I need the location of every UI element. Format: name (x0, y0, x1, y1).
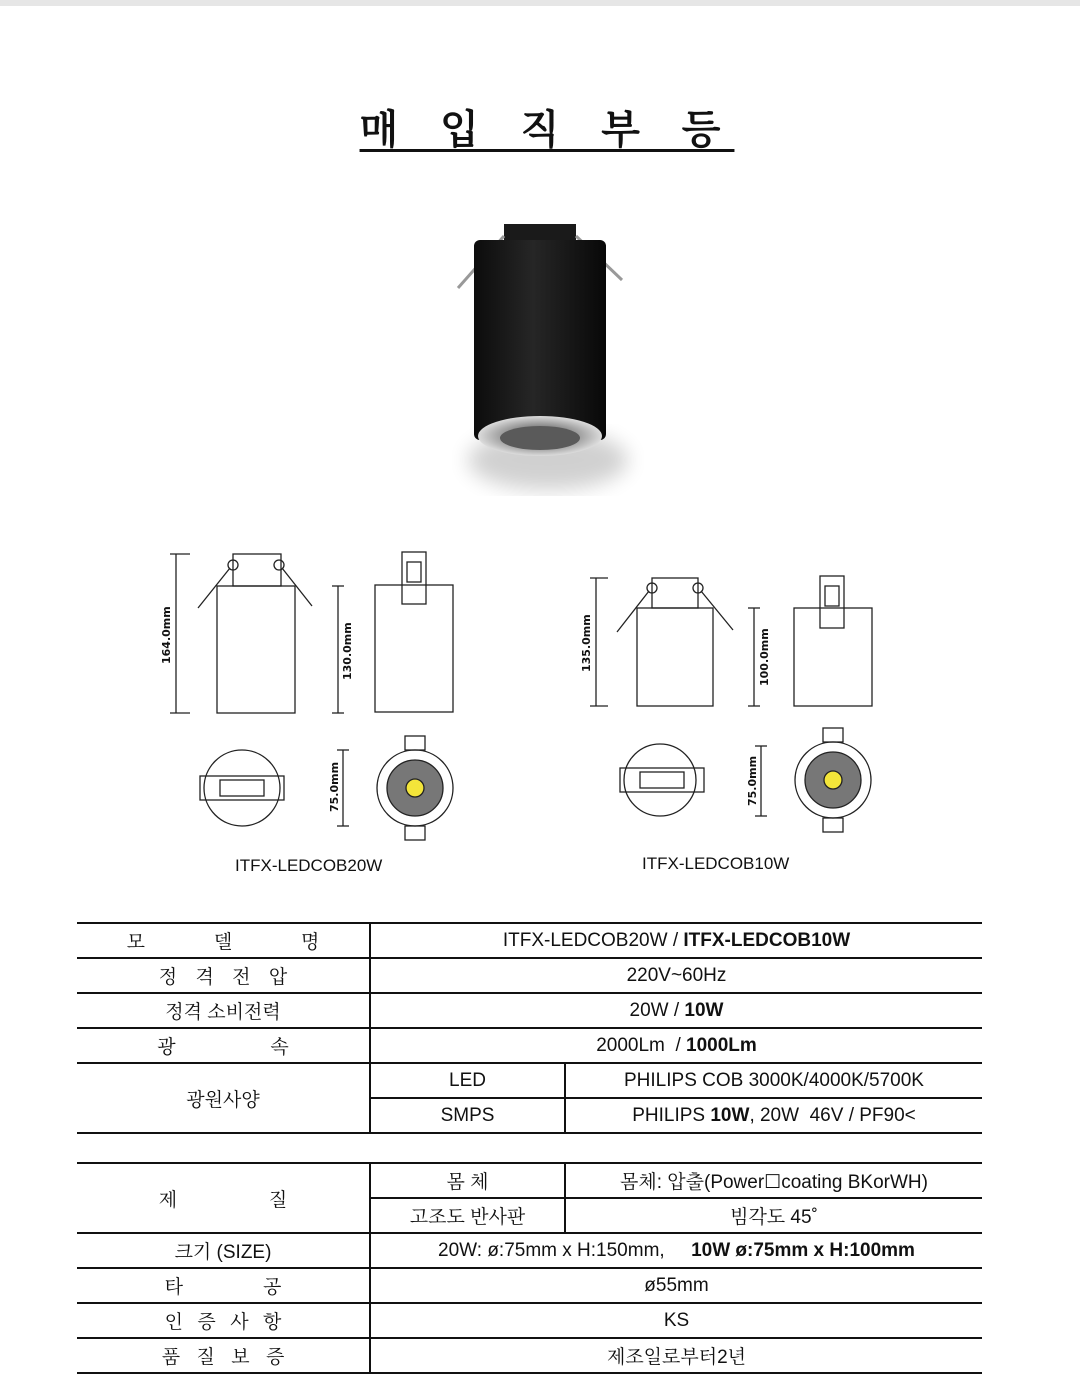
row-warranty (77, 1338, 982, 1373)
row-voltage (77, 958, 982, 993)
model-label-right: ITFX-LEDCOB10W (642, 854, 790, 873)
row-size (77, 1233, 982, 1268)
value-reflector: 빔각도 45˚ (565, 1198, 982, 1233)
right-front-view (590, 578, 760, 706)
spec-table-physical (77, 1162, 982, 1374)
label-source: 광원사양 (77, 1063, 370, 1133)
label-body: 몸 체 (370, 1163, 565, 1198)
product-photo (430, 210, 650, 510)
row-hole (77, 1268, 982, 1303)
left-top-view (200, 750, 284, 826)
row-cert (77, 1303, 982, 1338)
top-bar (0, 0, 1080, 6)
row-power (77, 993, 982, 1028)
label-reflector: 고조도 반사판 (370, 1198, 565, 1233)
label-warranty: 품 질 보 증 (161, 1347, 285, 1368)
dim-left-total: 164.0mm (160, 606, 173, 664)
value-power: 20W / 10W (370, 993, 982, 1028)
dim-right-body: 100.0mm (758, 628, 771, 686)
value-flux: 2000Lm / 1000Lm (370, 1028, 982, 1063)
dim-left-body: 130.0mm (341, 622, 354, 680)
value-size: 20W: ø:75mm x H:150mm, 10W ø:75mm x H:100mm (370, 1233, 982, 1268)
value-voltage: 220V~60Hz (370, 958, 982, 993)
row-flux (77, 1028, 982, 1063)
left-face-view (337, 736, 453, 840)
label-size: 크기 (SIZE) (77, 1233, 370, 1268)
value-cert: KS (370, 1303, 982, 1338)
right-top-view (620, 744, 704, 816)
value-led: PHILIPS COB 3000K/4000K/5700K (565, 1063, 982, 1098)
label-cert: 인 증 사 항 (164, 1312, 282, 1333)
value-smps: PHILIPS 10W, 20W 46V / PF90< (565, 1098, 982, 1133)
label-led: LED (370, 1063, 565, 1098)
value-body: 몸체: 압출(Power☐coating BKorWH) (565, 1163, 982, 1198)
row-led (77, 1063, 982, 1098)
row-body (77, 1163, 982, 1198)
row-model (77, 923, 982, 958)
left-side-view (375, 552, 453, 712)
left-front-view (170, 554, 344, 713)
label-smps: SMPS (370, 1098, 565, 1133)
value-model: ITFX-LEDCOB20W / ITFX-LEDCOB10W (370, 923, 982, 958)
right-side-view (794, 576, 872, 706)
technical-drawings (150, 540, 910, 860)
spec-table-electrical (77, 922, 982, 1134)
dim-right-total: 135.0mm (580, 614, 593, 672)
label-flux: 광 속 (157, 1037, 289, 1058)
value-warranty: 제조일로부터2년 (370, 1338, 982, 1373)
dim-right-dia: 75.0mm (746, 755, 759, 806)
label-voltage: 정 격 전 압 (158, 967, 288, 988)
page-title: 매 입 직 부 등 (359, 107, 735, 153)
model-label-left: ITFX-LEDCOB20W (235, 856, 383, 875)
dim-left-dia: 75.0mm (328, 761, 341, 812)
label-material: 제 질 (158, 1189, 288, 1211)
label-power: 정격 소비전력 (77, 993, 370, 1028)
right-face-view (755, 728, 871, 832)
label-hole: 타 공 (164, 1277, 282, 1298)
label-model: 모 델 명 (126, 932, 320, 953)
value-hole: ø55mm (370, 1268, 982, 1303)
